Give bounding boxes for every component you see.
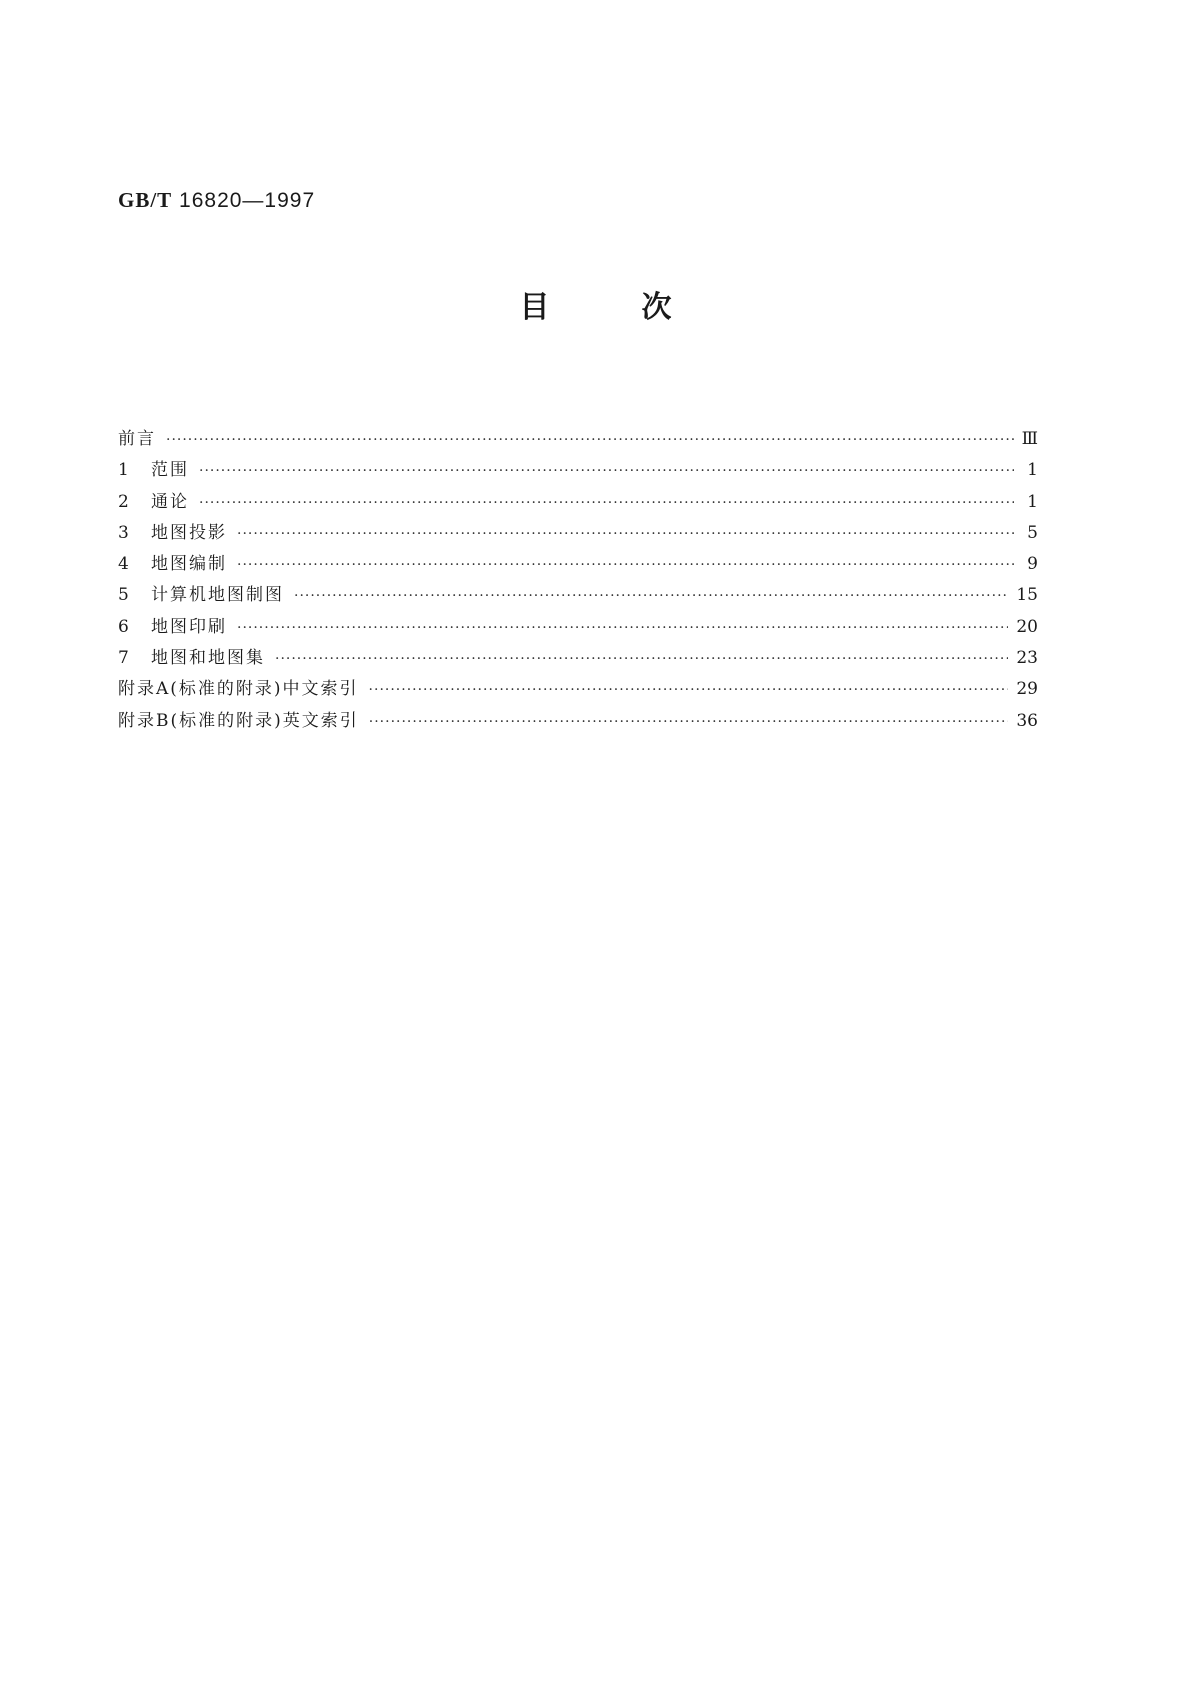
toc-entry-label: 通论 [151,491,189,512]
toc-entry-page: 9 [1027,554,1038,575]
toc-entry-appendix-a[interactable] [118,674,1038,705]
toc-entry-3[interactable] [118,518,1038,549]
toc-entry-number: 3 [118,522,129,543]
toc-leader-dots [166,432,1014,448]
toc-entry-6[interactable] [118,612,1038,643]
toc-entry-label: 前言 [118,429,156,449]
standard-code [118,188,315,213]
toc-entry-appendix-b[interactable] [118,706,1038,737]
toc-entry-label: 地图编制 [151,554,227,575]
toc-entry-label: 地图投影 [151,522,227,543]
toc-entry-label: 地图和地图集 [151,648,265,669]
toc-leader-dots [369,714,1009,730]
toc-entry-1[interactable] [118,455,1038,486]
toc-entry-label: 附录B(标准的附录)英文索引 [118,710,359,731]
toc-entry-label: 附录A(标准的附录)中文索引 [118,679,359,700]
toc-entry-page: 20 [1016,616,1038,637]
toc-leader-dots [237,620,1008,636]
toc-entry-page: Ⅲ [1021,429,1038,449]
standard-number: 16820—1997 [179,189,316,212]
toc-entry-2[interactable] [118,487,1038,518]
toc-leader-dots [237,526,1014,542]
toc-entry-label: 范围 [151,460,189,481]
toc-entry-preface[interactable] [118,424,1038,455]
toc-leader-dots [275,651,1008,667]
toc-entry-page: 29 [1016,679,1038,700]
toc-entry-label: 计算机地图制图 [151,585,284,606]
toc-entry-number: 5 [118,585,129,606]
toc-entry-page: 36 [1016,710,1038,731]
toc-leader-dots [369,682,1009,698]
standard-prefix: GB/T [118,188,173,212]
page-title: 目次 [519,290,764,325]
toc-entry-4[interactable] [118,549,1038,580]
toc-entry-number: 1 [118,460,129,481]
toc-entry-number: 7 [118,648,129,669]
toc-leader-dots [237,557,1014,573]
toc-entry-5[interactable] [118,580,1038,611]
toc-entry-number: 4 [118,554,129,575]
toc-entry-page: 1 [1027,460,1038,481]
toc-entry-page: 15 [1016,585,1038,606]
toc-entry-page: 1 [1027,491,1038,512]
table-of-contents [118,424,1038,737]
toc-entry-number: 2 [118,491,129,512]
toc-entry-page: 23 [1016,648,1038,669]
toc-entry-label: 地图印刷 [151,616,227,637]
toc-leader-dots [294,588,1008,604]
toc-entry-page: 5 [1027,522,1038,543]
toc-entry-7[interactable] [118,643,1038,674]
toc-leader-dots [199,495,1014,511]
toc-entry-number: 6 [118,616,129,637]
toc-leader-dots [199,463,1014,479]
